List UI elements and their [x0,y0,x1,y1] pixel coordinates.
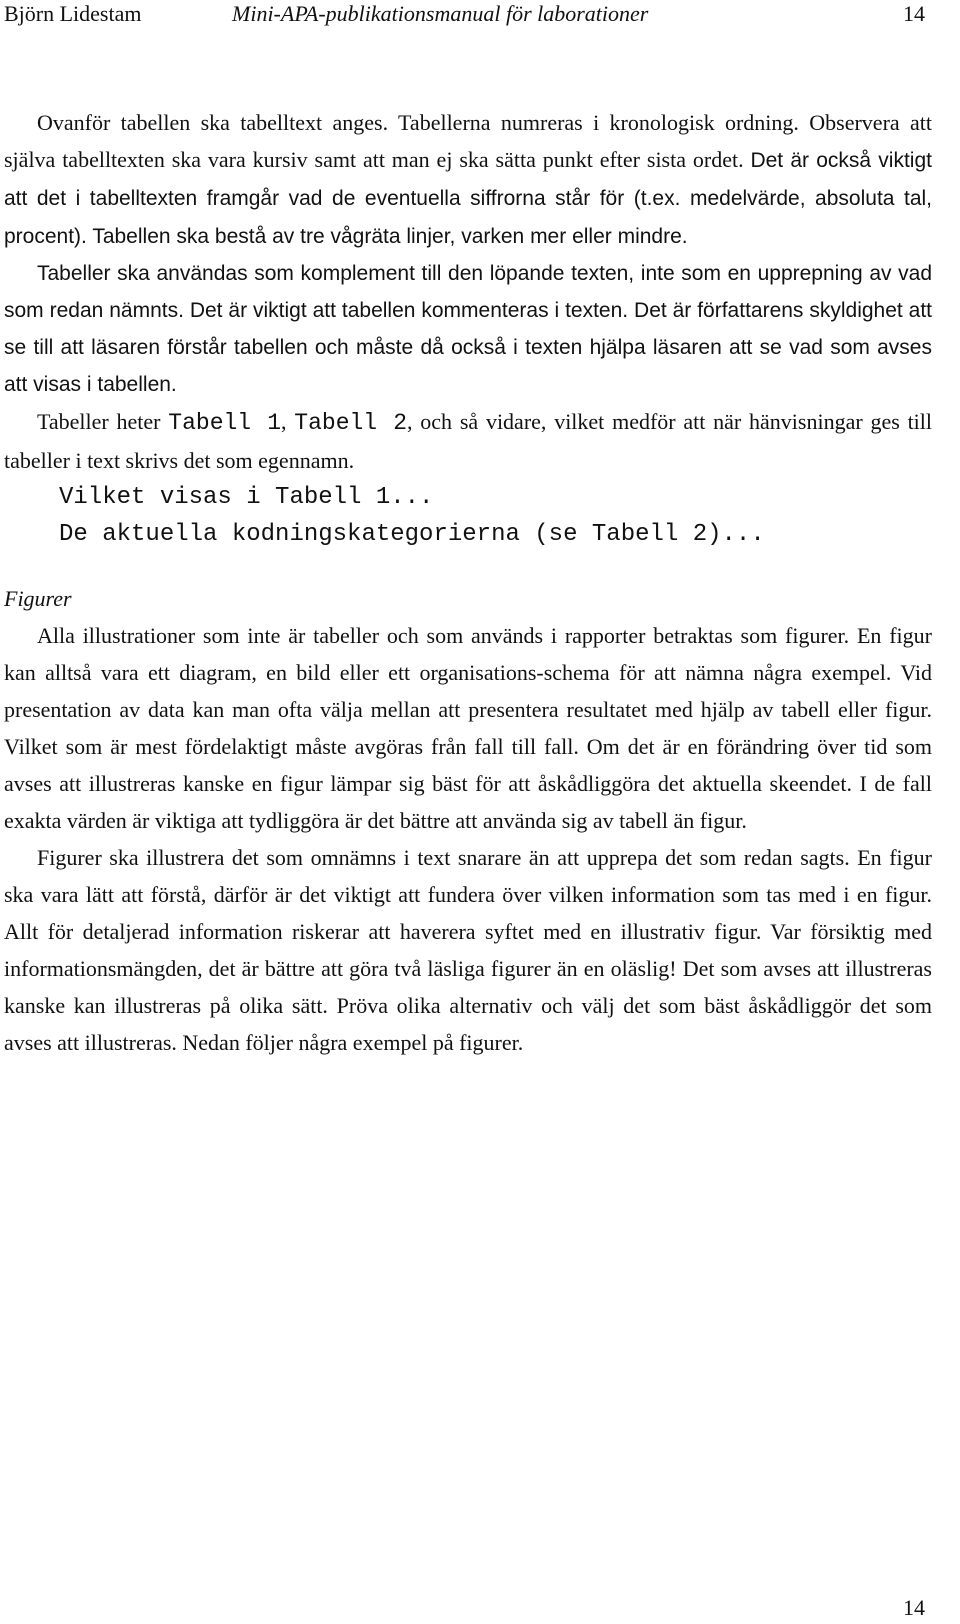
header-title: Mini-APA-publikationsmanual för laborationer [232,1,649,26]
footer-page-number: 14 [903,1595,925,1620]
code-example: Vilket visas i Tabell 1... [59,484,434,511]
paragraph-figures-guidance [4,839,932,1061]
paragraph-table-usage [4,255,932,403]
header-page-number: 14 [903,1,925,26]
paragraph-text: Alla illustrationer som inte är tabeller och som används i rapporter betraktas som figurer. En figur kan alltså vara ett diagram, en bild eller ett organisations-schema för att nämna några exempel. Vid presentation av data kan man ofta välja mellan att presentera resultatet med hjälp av tabell eller figur. Vilket som är mest fördelaktigt måste avgöras från fall till fall. Om det är en förändring över tid som avses att illustreras kanske en figur lämpar sig bäst för att åskådliggöra det aktuella skeendet. I de fall exakta värden är viktiga att tydliggöra är det bättre att använda sig av tabell än figur. [4,623,932,833]
paragraph-text: Tabeller heter [37,409,169,434]
header-author: Björn Lidestam [4,1,142,26]
paragraph-text: Ovanför tabellen ska tabelltext anges. Tabellerna numreras i kronologisk ordning. Observera att själva tabelltexten ska vara kursiv samt att man ej ska sätta punkt efter sista ordet. [4,110,932,172]
inline-code: Tabell 1 [168,410,281,436]
paragraph-table-caption [4,104,932,255]
document-body [4,104,932,1061]
code-example: De aktuella kodningskategorierna (se Tabell 2)... [59,521,765,548]
paragraph-text: Tabeller ska användas som komplement till den löpande texten, inte som en upprepning av vad som redan nämnts. Det är viktigt att tabellen kommenteras i texten. Det är författarens skyldighet att se till att läsaren förstår tabellen och måste då också i texten hjälpa läsaren att se vad som avses att visas i tabellen. [4,262,932,396]
paragraph-text: , [281,409,295,434]
paragraph-text: Figurer ska illustrera det som omnämns i text snarare än att upprepa det som redan sagts. En figur ska vara lätt att förstå, därför är det viktigt att fundera över vilken information som tas med i en figur. Allt för detaljerad information riskerar att haverera syftet med en illustrativ figur. Var försiktig med informationsmängden, det är bättre att göra två läsliga figurer än en oläslig! Det som avses att illustreras kanske kan illustreras på olika sätt. Pröva olika alternativ och välj det som bäst åskådliggör det som avses att illustreras. Nedan följer några exempel på figurer. [4,845,932,1055]
inline-code: Tabell 2 [294,410,407,436]
paragraph-text: , och så vidare, vilket medför att när hänvisningar ges till tabeller i text skrivs det som egennamn. [4,409,933,473]
section-heading: Figurer [4,586,72,611]
paragraph-table-naming [4,403,932,479]
page-header [0,0,960,28]
paragraph-text: Det är också viktigt att det i tabelltexten framgår vad de eventuella siffrorna står för (t.ex. medelvärde, absoluta tal, procent). Tabellen ska bestå av tre vågräta linjer, varken mer eller mindre. [4,149,932,248]
paragraph-figures-intro [4,617,932,839]
